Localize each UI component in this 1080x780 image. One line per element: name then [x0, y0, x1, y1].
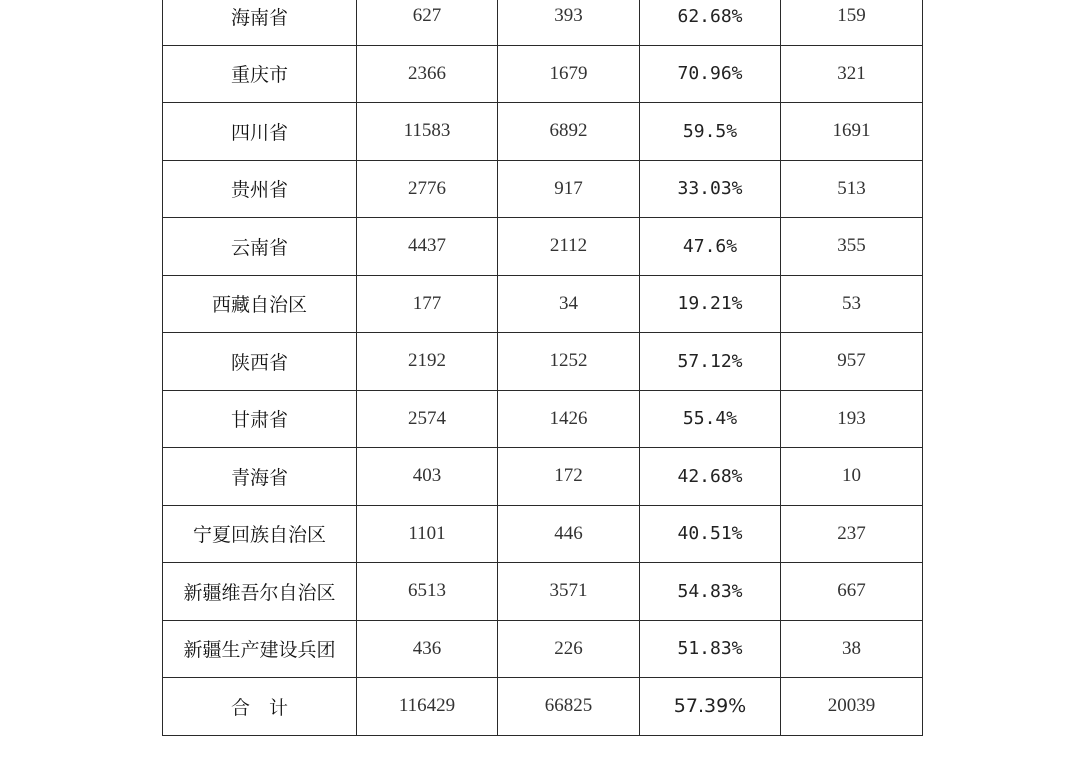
table-row [163, 160, 923, 218]
value-cell-col2: 2366 [357, 45, 498, 103]
region-cell: 新疆维吾尔自治区 [163, 563, 357, 621]
total-label-cell: 合 计 [163, 678, 357, 736]
value-cell-col3: 2112 [498, 218, 640, 276]
value-cell-col3: 3571 [498, 563, 640, 621]
total-rate-cell: 57.39% [640, 678, 781, 736]
region-cell: 陕西省 [163, 333, 357, 391]
statistics-table [162, 0, 923, 736]
rate-cell: 70.96% [640, 45, 781, 103]
table-row [163, 0, 923, 45]
table-row [163, 390, 923, 448]
rate-cell: 33.03% [640, 160, 781, 218]
region-cell: 宁夏回族自治区 [163, 505, 357, 563]
rate-cell: 40.51% [640, 505, 781, 563]
value-cell-col2: 403 [357, 448, 498, 506]
value-cell-col3: 226 [498, 620, 640, 678]
total-row [163, 678, 923, 736]
value-cell-col3: 172 [498, 448, 640, 506]
value-cell-col3: 917 [498, 160, 640, 218]
rate-cell: 42.68% [640, 448, 781, 506]
value-cell-col2: 2776 [357, 160, 498, 218]
rate-cell: 57.12% [640, 333, 781, 391]
value-cell-col3: 1679 [498, 45, 640, 103]
value-cell-col5: 38 [781, 620, 923, 678]
value-cell-col5: 957 [781, 333, 923, 391]
rate-cell: 59.5% [640, 103, 781, 161]
value-cell-col2: 2574 [357, 390, 498, 448]
value-cell-col2: 1101 [357, 505, 498, 563]
table-row [163, 275, 923, 333]
rate-cell: 51.83% [640, 620, 781, 678]
value-cell-col3: 6892 [498, 103, 640, 161]
value-cell-col2: 627 [357, 0, 498, 45]
value-cell-col5: 159 [781, 0, 923, 45]
value-cell-col2: 177 [357, 275, 498, 333]
table-row [163, 218, 923, 276]
table-row [163, 103, 923, 161]
value-cell-col5: 193 [781, 390, 923, 448]
table-row [163, 333, 923, 391]
region-cell: 贵州省 [163, 160, 357, 218]
value-cell-col3: 1426 [498, 390, 640, 448]
value-cell-col2: 2192 [357, 333, 498, 391]
value-cell-col5: 1691 [781, 103, 923, 161]
value-cell-col5: 237 [781, 505, 923, 563]
table-row [163, 505, 923, 563]
value-cell-col5: 53 [781, 275, 923, 333]
total-cell-col2: 116429 [357, 678, 498, 736]
rate-cell: 55.4% [640, 390, 781, 448]
rate-cell: 62.68% [640, 0, 781, 45]
region-cell: 四川省 [163, 103, 357, 161]
value-cell-col3: 34 [498, 275, 640, 333]
region-cell: 云南省 [163, 218, 357, 276]
value-cell-col5: 321 [781, 45, 923, 103]
region-cell: 重庆市 [163, 45, 357, 103]
table-body [163, 0, 923, 735]
value-cell-col5: 10 [781, 448, 923, 506]
table-row [163, 45, 923, 103]
value-cell-col3: 393 [498, 0, 640, 45]
table-row [163, 620, 923, 678]
region-cell: 青海省 [163, 448, 357, 506]
value-cell-col5: 513 [781, 160, 923, 218]
rate-cell: 19.21% [640, 275, 781, 333]
value-cell-col3: 446 [498, 505, 640, 563]
value-cell-col5: 667 [781, 563, 923, 621]
region-cell: 海南省 [163, 0, 357, 45]
value-cell-col2: 11583 [357, 103, 498, 161]
rate-cell: 54.83% [640, 563, 781, 621]
total-cell-col5: 20039 [781, 678, 923, 736]
value-cell-col2: 4437 [357, 218, 498, 276]
total-cell-col3: 66825 [498, 678, 640, 736]
rate-cell: 47.6% [640, 218, 781, 276]
value-cell-col5: 355 [781, 218, 923, 276]
region-cell: 甘肃省 [163, 390, 357, 448]
region-cell: 西藏自治区 [163, 275, 357, 333]
table-row [163, 448, 923, 506]
value-cell-col2: 6513 [357, 563, 498, 621]
region-cell: 新疆生产建设兵团 [163, 620, 357, 678]
table-row [163, 563, 923, 621]
value-cell-col2: 436 [357, 620, 498, 678]
value-cell-col3: 1252 [498, 333, 640, 391]
